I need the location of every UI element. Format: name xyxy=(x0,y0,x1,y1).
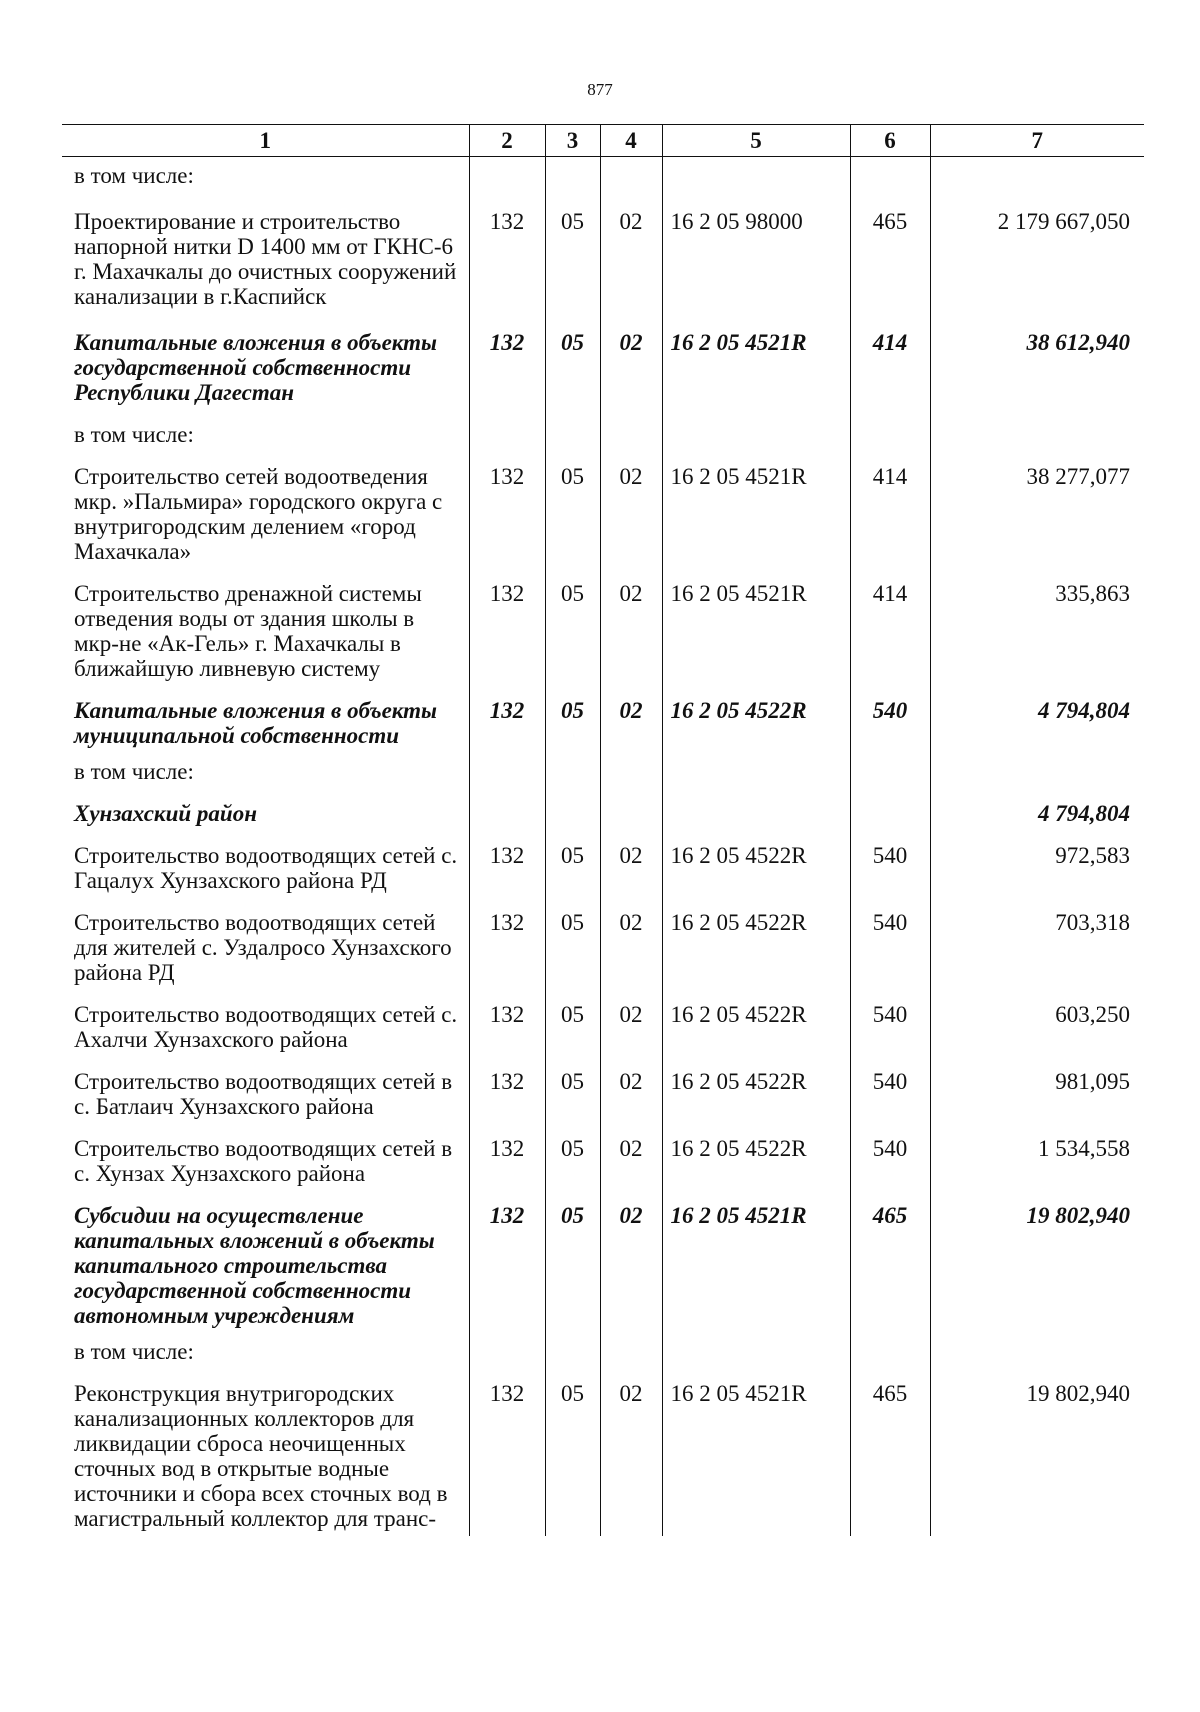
cell-subsection: 02 xyxy=(600,1191,662,1333)
cell-subsection: 02 xyxy=(600,193,662,314)
cell-subsection: 02 xyxy=(600,1124,662,1191)
row-name: Строительство дренажной системы отведения воды от здания школы в мкр-не «Ак-Гель» г. Махачкалы в ближайшую ливневую систему xyxy=(74,581,422,681)
cell-ministry: 132 xyxy=(469,569,545,686)
cell-section: 05 xyxy=(545,831,600,898)
table-row xyxy=(62,831,1144,898)
cell-subsection: 02 xyxy=(600,1369,662,1536)
column-header: 6 xyxy=(850,125,930,157)
cell-subsection: 02 xyxy=(600,569,662,686)
cell-section: 05 xyxy=(545,1124,600,1191)
row-name: Строительство сетей водоотведения мкр. »Пальмира» городского округа с внутригородским делением «город Махачкала» xyxy=(74,464,443,564)
cell-expense-type: 465 xyxy=(850,193,930,314)
cell-amount: 38 612,940 xyxy=(930,314,1144,410)
column-header: 7 xyxy=(930,125,1144,157)
page-number: 877 xyxy=(587,80,613,99)
cell-subsection: 02 xyxy=(600,990,662,1057)
cell-target-code: 16 2 05 98000 xyxy=(662,193,850,314)
row-name: Строительство водоотводящих сетей в с. Батлаич Хунзахского района xyxy=(74,1069,453,1119)
cell-amount: 19 802,940 xyxy=(930,1191,1144,1333)
cell-ministry: 132 xyxy=(469,1191,545,1333)
cell-subsection: 02 xyxy=(600,898,662,990)
row-name: в том числе: xyxy=(74,759,194,784)
cell-amount: 38 277,077 xyxy=(930,452,1144,569)
cell-expense-type: 414 xyxy=(850,569,930,686)
table-row xyxy=(62,1124,1144,1191)
cell-target-code: 16 2 05 4521R xyxy=(662,452,850,569)
cell-expense-type: 540 xyxy=(850,831,930,898)
column-header: 3 xyxy=(545,125,600,157)
cell-target-code: 16 2 05 4522R xyxy=(662,898,850,990)
cell-expense-type: 540 xyxy=(850,990,930,1057)
cell-target-code: 16 2 05 4522R xyxy=(662,1057,850,1124)
cell-target-code: 16 2 05 4522R xyxy=(662,686,850,753)
row-name: Капитальные вложения в объекты государственной собственности Республики Дагестан xyxy=(74,330,438,405)
cell-expense-type: 465 xyxy=(850,1369,930,1536)
row-name: Строительство водоотводящих сетей для жителей с. Уздалросо Хунзахского района РД xyxy=(74,910,452,985)
cell-amount: 4 794,804 xyxy=(930,789,1144,831)
table-row xyxy=(62,569,1144,686)
column-header: 1 xyxy=(62,125,469,157)
cell-expense-type: 414 xyxy=(850,452,930,569)
column-header: 2 xyxy=(469,125,545,157)
row-name: Реконструкция внутригородских канализационных коллекторов для ликвидации сброса неочищенных сточных вод в открытые водные источники и сбора всех сточных вод в магистральный коллектор для транс- xyxy=(74,1381,448,1531)
table-row xyxy=(62,1369,1144,1536)
cell-ministry: 132 xyxy=(469,193,545,314)
table-row xyxy=(62,193,1144,314)
cell-amount: 4 794,804 xyxy=(930,686,1144,753)
cell-section: 05 xyxy=(545,569,600,686)
cell-target-code: 16 2 05 4522R xyxy=(662,990,850,1057)
table-row-total xyxy=(62,686,1144,753)
cell-section: 05 xyxy=(545,990,600,1057)
table-row-total xyxy=(62,1191,1144,1333)
column-header: 5 xyxy=(662,125,850,157)
cell-ministry: 132 xyxy=(469,1369,545,1536)
cell-ministry: 132 xyxy=(469,831,545,898)
row-name: Капитальные вложения в объекты муниципальной собственности xyxy=(74,698,438,748)
table-row xyxy=(62,898,1144,990)
cell-amount: 1 534,558 xyxy=(930,1124,1144,1191)
row-name: в том числе: xyxy=(74,163,194,188)
table-row xyxy=(62,990,1144,1057)
cell-target-code: 16 2 05 4521R xyxy=(662,1191,850,1333)
cell-ministry: 132 xyxy=(469,1124,545,1191)
row-name: Строительство водоотводящих сетей в с. Хунзах Хунзахского района xyxy=(74,1136,453,1186)
cell-amount: 703,318 xyxy=(930,898,1144,990)
table-row-district xyxy=(62,789,1144,831)
cell-section: 05 xyxy=(545,314,600,410)
cell-subsection: 02 xyxy=(600,452,662,569)
cell-section: 05 xyxy=(545,898,600,990)
cell-section: 05 xyxy=(545,1369,600,1536)
cell-expense-type: 540 xyxy=(850,686,930,753)
cell-expense-type: 540 xyxy=(850,1124,930,1191)
table-row xyxy=(62,1057,1144,1124)
cell-section: 05 xyxy=(545,1057,600,1124)
cell-subsection: 02 xyxy=(600,831,662,898)
cell-expense-type: 540 xyxy=(850,1057,930,1124)
cell-expense-type: 414 xyxy=(850,314,930,410)
cell-section: 05 xyxy=(545,193,600,314)
cell-expense-type: 540 xyxy=(850,898,930,990)
row-name: в том числе: xyxy=(74,1339,194,1364)
column-header: 4 xyxy=(600,125,662,157)
cell-target-code: 16 2 05 4521R xyxy=(662,569,850,686)
row-name: Проектирование и строительство напорной нитки D 1400 мм от ГКНС-6 г. Махачкалы до очистных сооружений канализации в г.Каспийск xyxy=(74,209,457,309)
row-name: Хунзахский район xyxy=(74,801,257,826)
cell-amount: 19 802,940 xyxy=(930,1369,1144,1536)
row-name: Строительство водоотводящих сетей с. Ахалчи Хунзахского района xyxy=(74,1002,458,1052)
cell-amount: 335,863 xyxy=(930,569,1144,686)
table-row-note xyxy=(62,1333,1144,1369)
row-name: в том числе: xyxy=(74,422,194,447)
table-row-total xyxy=(62,314,1144,410)
cell-subsection: 02 xyxy=(600,314,662,410)
budget-table xyxy=(62,124,1144,1536)
row-name: Субсидии на осуществление капитальных вложений в объекты капитального строительства государственной собственности автономным учреждениям xyxy=(74,1203,435,1328)
table-row-note xyxy=(62,157,1144,194)
cell-ministry: 132 xyxy=(469,990,545,1057)
cell-ministry: 132 xyxy=(469,686,545,753)
cell-subsection: 02 xyxy=(600,1057,662,1124)
cell-ministry: 132 xyxy=(469,314,545,410)
row-name: Строительство водоотводящих сетей с. Гацалух Хунзахского района РД xyxy=(74,843,458,893)
cell-section: 05 xyxy=(545,452,600,569)
cell-amount: 603,250 xyxy=(930,990,1144,1057)
cell-amount: 981,095 xyxy=(930,1057,1144,1124)
cell-amount: 2 179 667,050 xyxy=(930,193,1144,314)
table-row-note xyxy=(62,753,1144,789)
cell-target-code: 16 2 05 4521R xyxy=(662,1369,850,1536)
table-row-note xyxy=(62,410,1144,452)
cell-amount: 972,583 xyxy=(930,831,1144,898)
cell-ministry: 132 xyxy=(469,898,545,990)
cell-expense-type: 465 xyxy=(850,1191,930,1333)
table-row xyxy=(62,452,1144,569)
cell-section: 05 xyxy=(545,1191,600,1333)
cell-ministry: 132 xyxy=(469,1057,545,1124)
cell-target-code: 16 2 05 4521R xyxy=(662,314,850,410)
cell-target-code: 16 2 05 4522R xyxy=(662,831,850,898)
cell-subsection: 02 xyxy=(600,686,662,753)
cell-section: 05 xyxy=(545,686,600,753)
cell-target-code: 16 2 05 4522R xyxy=(662,1124,850,1191)
header-row xyxy=(62,125,1144,157)
cell-ministry: 132 xyxy=(469,452,545,569)
